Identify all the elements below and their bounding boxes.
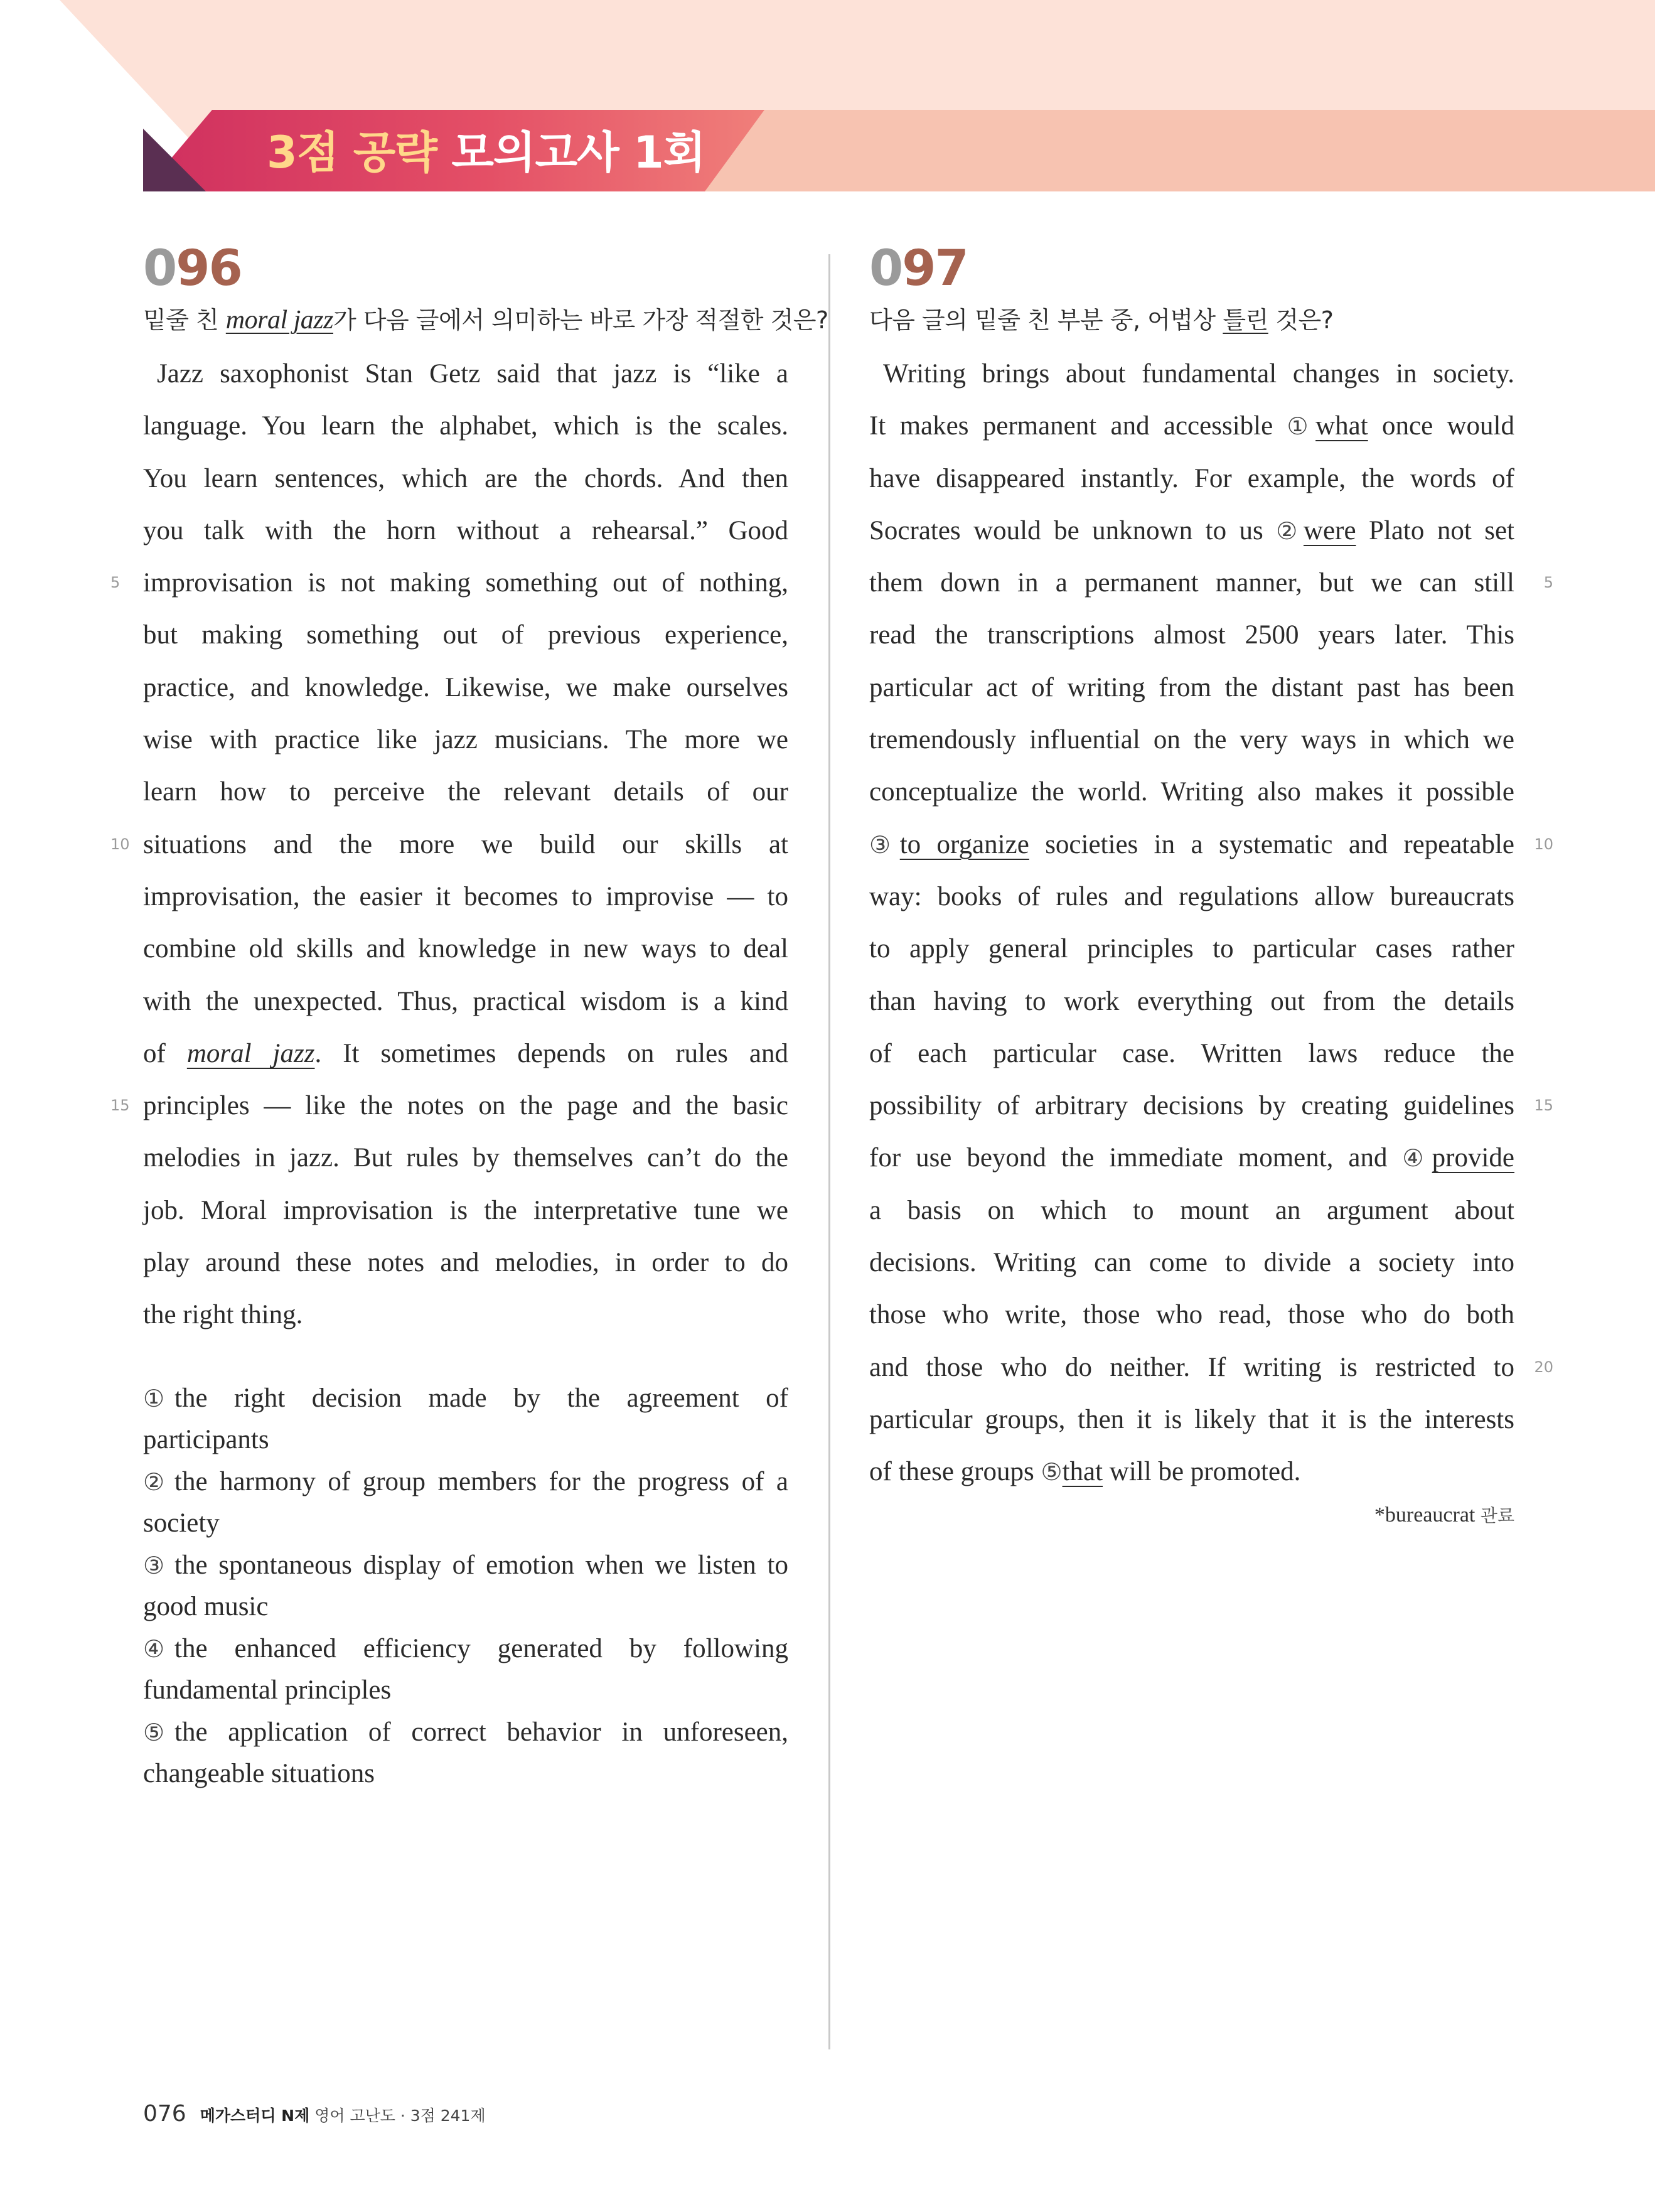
- passage-line: You learn sentences, which are the chords. And then: [143, 463, 788, 493]
- passage-line: conceptualize the world. Writing also makes it possible: [869, 777, 1514, 807]
- passage-line: particular groups, then it is likely that it is the interests: [869, 1404, 1514, 1434]
- choice-number: ⑤: [143, 1718, 165, 1746]
- choice-marker-5: ⑤: [1041, 1458, 1063, 1486]
- passage-line: [869, 1132, 1514, 1184]
- passage-line: [869, 1446, 1514, 1498]
- choice-marker-1: ①: [1287, 412, 1316, 441]
- passage-line-text: once would: [1368, 411, 1514, 441]
- choice-text: the right decision made by the agreement of: [174, 1383, 788, 1413]
- book-title: 메가스터디 N제: [200, 2107, 310, 2125]
- passage-line: decisions. Writing can come to divide a society into: [869, 1248, 1514, 1278]
- passage-line: Writing brings about fundamental changes in society.: [883, 359, 1514, 389]
- page-number: 076: [143, 2101, 186, 2127]
- passage-line: job. Moral improvisation is the interpretative tune we: [143, 1195, 788, 1225]
- choice-text: fundamental principles: [143, 1675, 392, 1705]
- passage-line: particular act of writing from the distant past has been: [869, 672, 1514, 702]
- question-number-prefix: 0: [143, 240, 176, 297]
- choice-text: participants: [143, 1425, 269, 1455]
- passage-line-text: and those who do neither. If writing is restricted to: [869, 1352, 1514, 1382]
- choice-marker-2: ②: [1276, 517, 1304, 545]
- passage-line-text: societies in a systematic and repeatable: [1029, 829, 1514, 859]
- question-number-suffix: 96: [176, 240, 242, 297]
- question-097: [869, 237, 1553, 1532]
- question-number-suffix: 97: [902, 240, 968, 297]
- line-number: 15: [1534, 1097, 1553, 1115]
- choice-text: the harmony of group members for the progress of a: [174, 1466, 788, 1496]
- underlined-choice-5[interactable]: that: [1062, 1457, 1103, 1487]
- passage-line: wise with practice like jazz musicians. The more we: [143, 725, 788, 755]
- underlined-moral-jazz: moral jazz: [186, 1038, 315, 1068]
- choice-text: good music: [143, 1592, 269, 1622]
- passage-line-text: for use beyond the immediate moment, and: [869, 1143, 1403, 1173]
- line-number: 5: [1543, 574, 1553, 592]
- underlined-choice-2[interactable]: were: [1303, 515, 1356, 545]
- line-number: 5: [110, 574, 121, 592]
- answer-choice-4[interactable]: [143, 1628, 788, 1712]
- passage-line: to apply general principles to particular cases rather: [869, 934, 1514, 964]
- passage-line: [143, 1028, 788, 1080]
- answer-choice-1[interactable]: [143, 1378, 788, 1461]
- passage-line: [869, 400, 1514, 452]
- passage-line: melodies in jazz. But rules by themselves can’t do the: [143, 1143, 788, 1173]
- passage-line-text: principles — like the notes on the page and the basic: [143, 1091, 788, 1121]
- prompt-text: 밑줄 친: [143, 306, 226, 334]
- passage-line: the right thing.: [143, 1300, 303, 1330]
- passage-line-text: Socrates would be unknown to us: [869, 515, 1277, 545]
- passage-line: those who write, those who read, those who do both: [869, 1300, 1514, 1330]
- passage-line: but making something out of previous experience,: [143, 620, 788, 650]
- passage-line: learn how to perceive the relevant details of our: [143, 777, 788, 807]
- question-number: [143, 237, 788, 300]
- choice-marker-3: ③: [869, 830, 900, 859]
- footnote: [869, 1500, 1514, 1532]
- underlined-choice-3[interactable]: to organize: [899, 829, 1029, 859]
- question-number-prefix: 0: [869, 240, 902, 297]
- passage-line: [110, 819, 788, 871]
- passage-line: improvisation, the easier it becomes to improvise — to: [143, 881, 788, 911]
- footnote-word: *bureaucrat: [1374, 1503, 1476, 1527]
- passage-line: language. You learn the alphabet, which is the scales.: [143, 411, 788, 441]
- passage-line: [869, 557, 1553, 609]
- passage-line: of each particular case. Written laws reduce the: [869, 1038, 1514, 1068]
- choice-text: the enhanced efficiency generated by following: [174, 1633, 788, 1663]
- answer-choice-5[interactable]: [143, 1712, 788, 1795]
- passage-line-text: . It sometimes depends on rules and: [314, 1038, 788, 1068]
- choice-number: ④: [143, 1635, 165, 1663]
- line-number: 10: [110, 835, 130, 853]
- passage-line-text: of these groups: [869, 1457, 1041, 1487]
- passage-line: you talk with the horn without a rehearsal.” Good: [143, 515, 788, 545]
- answer-choice-3[interactable]: [143, 1545, 788, 1628]
- question-number: [869, 237, 1514, 300]
- column-divider: [828, 254, 830, 2049]
- prompt-text: 다음 글의 밑줄 친 부분 중, 어법상: [869, 306, 1223, 334]
- passage: [110, 348, 788, 1341]
- choice-number: ①: [143, 1384, 165, 1412]
- passage-line-text: Plato not set: [1356, 515, 1514, 545]
- passage-line: than having to work everything out from the details: [869, 986, 1514, 1016]
- choice-text: changeable situations: [143, 1759, 375, 1789]
- line-number: 10: [1534, 835, 1553, 853]
- passage-line: with the unexpected. Thus, practical wisdom is a kind: [143, 986, 788, 1016]
- passage-line: [869, 1341, 1553, 1393]
- passage-line: [110, 1080, 788, 1132]
- passage-line-text: of: [143, 1038, 187, 1068]
- passage-line: have disappeared instantly. For example, the words of: [869, 463, 1514, 493]
- passage-line-text: will be promoted.: [1103, 1457, 1301, 1487]
- question-prompt: [143, 300, 828, 340]
- prompt-underlined-word: 틀린: [1223, 306, 1268, 334]
- choice-number: ③: [143, 1551, 165, 1579]
- passage-line: combine old skills and knowledge in new ways to deal: [143, 934, 788, 964]
- passage-line: play around these notes and melodies, in order to do: [143, 1248, 788, 1278]
- passage-line: a basis on which to mount an argument about: [869, 1195, 1514, 1225]
- underlined-choice-4[interactable]: provide: [1432, 1143, 1515, 1173]
- passage-line: practice, and knowledge. Likewise, we make ourselves: [143, 672, 788, 702]
- section-title-part2: 모의고사 1회: [451, 127, 705, 178]
- passage-line: [869, 1080, 1553, 1132]
- choice-marker-4: ④: [1402, 1144, 1432, 1173]
- passage-line-text: possibility of arbitrary decisions by creating guidelines: [869, 1091, 1514, 1121]
- passage-line-text: It makes permanent and accessible: [869, 411, 1287, 441]
- answer-choice-2[interactable]: [143, 1461, 788, 1545]
- passage-line-text: improvisation is not making something out of nothing,: [143, 568, 788, 598]
- choice-number: ②: [143, 1468, 165, 1496]
- passage-line-text: situations and the more we build our skills at: [143, 829, 788, 859]
- prompt-underlined-phrase: moral jazz: [225, 306, 333, 335]
- passage-line: tremendously influential on the very ways in which we: [869, 725, 1514, 755]
- question-prompt: [869, 300, 1514, 340]
- prompt-text: 것은?: [1268, 306, 1334, 334]
- question-096: [110, 237, 828, 1795]
- prompt-text: 가 다음 글에서 의미하는 바로 가장 적절한 것은?: [333, 306, 828, 334]
- line-number: 15: [110, 1097, 130, 1115]
- passage-line-text: them down in a permanent manner, but we can still: [869, 568, 1514, 598]
- passage-line: [869, 505, 1514, 557]
- section-title: [267, 118, 705, 187]
- passage: [869, 348, 1553, 1498]
- passage-line: [110, 557, 788, 609]
- book-subtitle: 영어 고난도 · 3점 241제: [309, 2107, 486, 2125]
- section-title-part1: 3점 공략: [267, 127, 437, 178]
- choice-text: the spontaneous display of emotion when we listen to: [174, 1550, 788, 1580]
- passage-line: read the transcriptions almost 2500 years later. This: [869, 620, 1514, 650]
- header-pink-band: [659, 110, 1655, 191]
- passage-line: way: books of rules and regulations allow bureaucrats: [869, 881, 1514, 911]
- line-number: 20: [1534, 1358, 1553, 1376]
- underlined-choice-1[interactable]: what: [1315, 411, 1368, 441]
- choice-text: society: [143, 1508, 220, 1538]
- answer-choices: [143, 1378, 788, 1795]
- passage-line: Jazz saxophonist Stan Getz said that jazz is “like a: [157, 359, 788, 389]
- page-footer: [143, 2095, 486, 2133]
- footnote-meaning: 관료: [1480, 1505, 1514, 1526]
- choice-text: the application of correct behavior in unforeseen,: [174, 1717, 788, 1747]
- passage-line: [869, 819, 1553, 871]
